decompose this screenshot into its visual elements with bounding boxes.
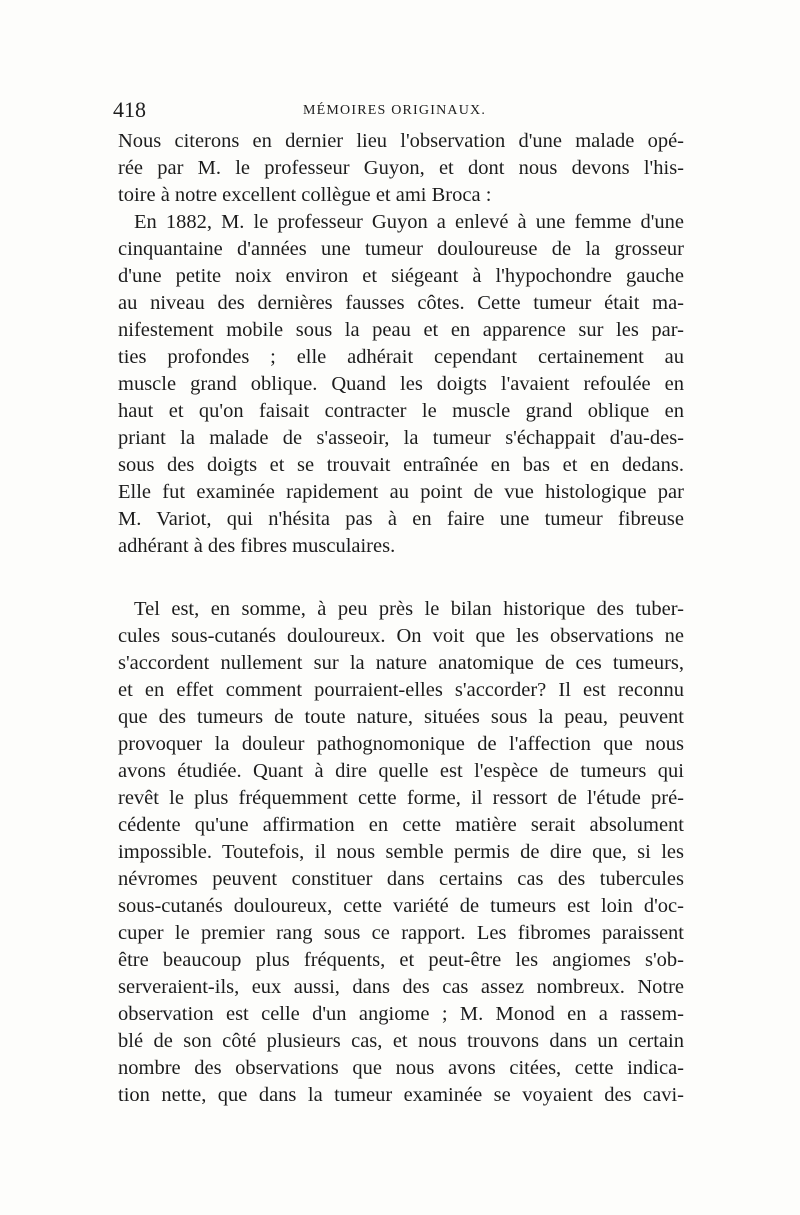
text-line: M. Variot, qui n'hésita pas à en faire une tumeur fibreuse (118, 508, 684, 530)
text-line: sous-cutanés douloureux, cette variété de tumeurs est loin d'oc- (118, 895, 684, 917)
text-line: rée par M. le professeur Guyon, et dont nous devons l'his- (118, 157, 684, 179)
text-line: blé de son côté plusieurs cas, et nous trouvons dans un certain (118, 1030, 684, 1052)
text-line: et en effet comment pourraient-elles s'accorder? Il est reconnu (118, 679, 684, 701)
text-line: au niveau des dernières fausses côtes. Cette tumeur était ma- (118, 292, 684, 314)
text-line: priant la malade de s'asseoir, la tumeur s'échappait d'au-des- (118, 427, 684, 449)
text-line: cules sous-cutanés douloureux. On voit que les observations ne (118, 625, 684, 647)
text-line: nombre des observations que nous avons citées, cette indica- (118, 1057, 684, 1079)
text-line: impossible. Toutefois, il nous semble permis de dire que, si les (118, 841, 684, 863)
text-line: avons étudiée. Quant à dire quelle est l'espèce de tumeurs qui (118, 760, 684, 782)
text-line: cuper le premier rang sous ce rapport. Les fibromes paraissent (118, 922, 684, 944)
paragraph-3 (118, 596, 684, 1109)
text-line: adhérant à des fibres musculaires. (118, 535, 396, 557)
text-line: névromes peuvent constituer dans certains cas des tubercules (118, 868, 684, 890)
text-line: muscle grand oblique. Quand les doigts l'avaient refoulée en (118, 373, 684, 395)
text-line: nifestement mobile sous la peau et en apparence sur les par- (118, 319, 684, 341)
text-line: cinquantaine d'années une tumeur douloureuse de la grosseur (118, 238, 684, 260)
page-header (113, 97, 698, 127)
paragraph-2 (118, 209, 684, 560)
text-line: provoquer la douleur pathognomonique de l'affection que nous (118, 733, 684, 755)
text-line: observation est celle d'un angiome ; M. Monod en a rassem- (118, 1003, 684, 1025)
text-line: Tel est, en somme, à peu près le bilan historique des tuber- (134, 598, 684, 620)
text-line: revêt le plus fréquemment cette forme, il ressort de l'étude pré- (118, 787, 684, 809)
paragraph-1 (118, 128, 684, 209)
text-line: serveraient-ils, eux aussi, dans des cas assez nombreux. Notre (118, 976, 684, 998)
text-line: d'une petite noix environ et siégeant à l'hypochondre gauche (118, 265, 684, 287)
body-text (118, 128, 684, 1109)
page-number: 418 (113, 97, 146, 122)
text-line: tion nette, que dans la tumeur examinée se voyaient des cavi- (118, 1084, 684, 1106)
text-line: Elle fut examinée rapidement au point de vue histologique par (118, 481, 684, 503)
paragraph-gap (118, 560, 684, 596)
text-line: toire à notre excellent collègue et ami Broca : (118, 184, 492, 206)
text-line: sous des doigts et se trouvait entraînée en bas et en dedans. (118, 454, 684, 476)
text-line: ties profondes ; elle adhérait cependant certainement au (118, 346, 684, 368)
text-line: En 1882, M. le professeur Guyon a enlevé à une femme d'une (134, 211, 684, 233)
text-line: haut et qu'on faisait contracter le muscle grand oblique en (118, 400, 684, 422)
text-line: que des tumeurs de toute nature, situées sous la peau, peuvent (118, 706, 684, 728)
text-line: être beaucoup plus fréquents, et peut-être les angiomes s'ob- (118, 949, 684, 971)
running-head: MÉMOIRES ORIGINAUX. (303, 103, 487, 118)
text-line: Nous citerons en dernier lieu l'observation d'une malade opé- (118, 130, 684, 152)
text-line: cédente qu'une affirmation en cette matière serait absolument (118, 814, 684, 836)
text-line: s'accordent nullement sur la nature anatomique de ces tumeurs, (118, 652, 684, 674)
